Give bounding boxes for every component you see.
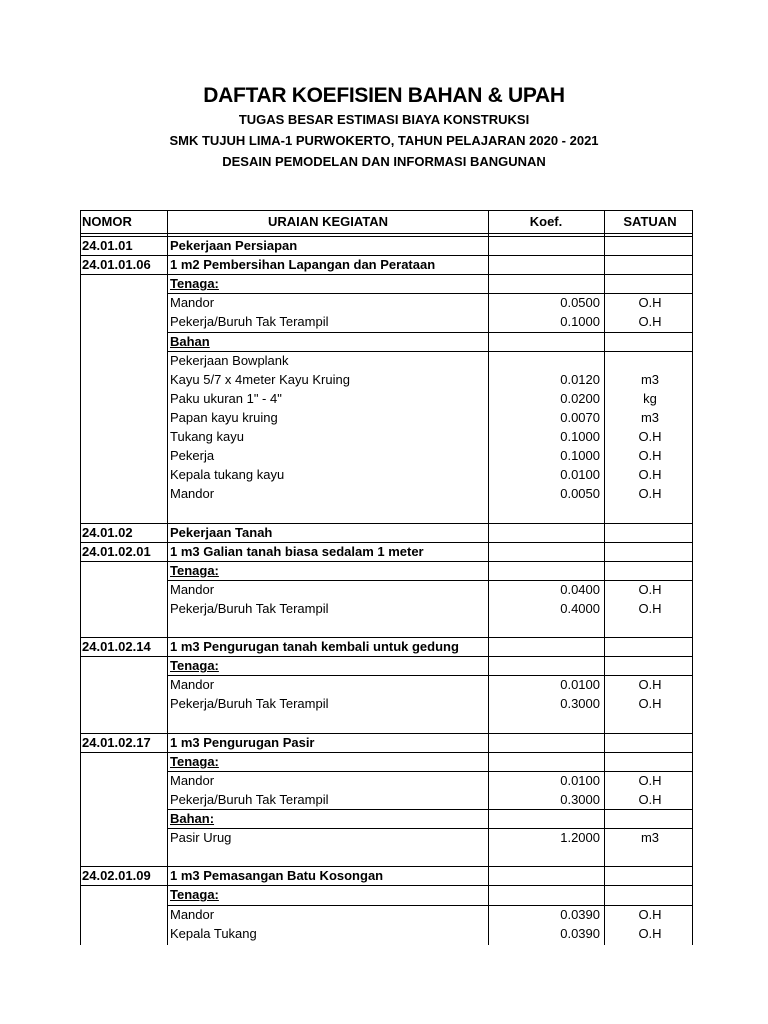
row-koef: 1.2000 <box>560 830 600 846</box>
row-uraian: Pekerjaan Persiapan <box>170 238 298 253</box>
section-heading: Bahan <box>170 333 210 349</box>
header-nomor: NOMOR <box>82 214 132 229</box>
row-uraian: 1 m3 Galian tanah biasa sedalam 1 meter <box>170 543 424 559</box>
document-title: DAFTAR KOEFISIEN BAHAN & UPAH <box>203 84 565 107</box>
section-heading: Tenaga: <box>170 753 219 769</box>
row-uraian: 1 m3 Pengurugan tanah kembali untuk gedung <box>170 639 459 655</box>
row-koef: 0.0050 <box>560 486 600 502</box>
row-satuan: m3 <box>640 409 660 425</box>
row-nomor: 24.01.01 <box>82 238 133 253</box>
row-uraian: Pekerja <box>170 448 215 464</box>
row-koef: 0.0120 <box>560 371 600 387</box>
section-heading: Tenaga: <box>170 658 219 674</box>
header-uraian: URAIAN KEGIATAN <box>267 214 389 229</box>
row-satuan: O.H <box>638 772 662 788</box>
row-nomor: 24.01.02.17 <box>82 734 151 750</box>
row-nomor: 24.02.01.09 <box>82 868 151 884</box>
row-koef: 0.3000 <box>560 696 600 712</box>
row-nomor: 24.01.02.14 <box>82 639 151 655</box>
row-koef: 0.0100 <box>560 772 600 788</box>
row-uraian: 1 m3 Pemasangan Batu Kosongan <box>170 868 384 884</box>
document-subtitle-course: TUGAS BESAR ESTIMASI BIAYA KONSTRUKSI <box>238 112 530 127</box>
row-koef: 0.0100 <box>560 467 600 483</box>
row-satuan: m3 <box>640 371 660 387</box>
grid-horizontal-line <box>167 561 693 562</box>
row-uraian: Kepala Tukang <box>170 925 257 941</box>
row-satuan: O.H <box>638 295 662 311</box>
row-satuan: O.H <box>638 581 662 597</box>
row-uraian: Pekerja/Buruh Tak Terampil <box>170 696 329 712</box>
section-heading: Bahan: <box>170 811 215 826</box>
grid-horizontal-line <box>167 885 693 886</box>
section-heading: Tenaga: <box>170 887 219 903</box>
row-uraian: Mandor <box>170 295 215 311</box>
row-uraian: Mandor <box>170 906 215 922</box>
row-koef: 0.1000 <box>560 448 600 464</box>
document-subtitle-school: SMK TUJUH LIMA-1 PURWOKERTO, TAHUN PELAJARAN 2020 - 2021 <box>169 133 599 148</box>
row-koef: 0.0500 <box>560 295 600 311</box>
row-uraian: Mandor <box>170 677 215 693</box>
header-satuan: SATUAN <box>623 214 677 229</box>
grid-horizontal-line <box>167 752 693 753</box>
row-koef: 0.0400 <box>560 581 600 597</box>
row-satuan: O.H <box>638 429 662 444</box>
row-nomor: 24.01.01.06 <box>82 257 151 273</box>
header-koef: Koef. <box>529 214 563 229</box>
row-uraian: Pekerja/Buruh Tak Terampil <box>170 791 329 807</box>
grid-horizontal-line <box>167 332 693 333</box>
row-koef: 0.0070 <box>560 409 600 425</box>
row-koef: 0.0200 <box>560 390 600 406</box>
row-uraian: Pekerjaan Bowplank <box>170 352 289 368</box>
grid-horizontal-line <box>167 809 693 810</box>
row-nomor: 24.01.02.01 <box>82 543 151 559</box>
row-satuan: kg <box>643 390 657 406</box>
row-uraian: Tukang kayu <box>170 429 244 444</box>
row-uraian: Pekerja/Buruh Tak Terampil <box>170 600 329 616</box>
grid-vertical-line <box>488 210 489 945</box>
row-uraian: Pekerja/Buruh Tak Terampil <box>170 314 329 330</box>
row-satuan: O.H <box>638 467 662 483</box>
row-satuan: O.H <box>638 448 662 464</box>
row-koef: 0.3000 <box>560 791 600 807</box>
row-satuan: O.H <box>638 906 662 922</box>
row-satuan: O.H <box>638 925 662 941</box>
row-koef: 0.0390 <box>560 906 600 922</box>
grid-vertical-line <box>80 210 81 945</box>
row-koef: 0.1000 <box>560 429 600 444</box>
row-satuan: m3 <box>640 830 660 846</box>
row-satuan: O.H <box>638 486 662 502</box>
row-koef: 0.0390 <box>560 925 600 941</box>
grid-horizontal-line <box>80 210 693 211</box>
row-uraian: 1 m3 Pengurugan Pasir <box>170 734 315 750</box>
grid-vertical-line <box>167 210 168 945</box>
grid-vertical-line <box>604 210 605 945</box>
row-uraian: Mandor <box>170 486 215 502</box>
row-uraian: Papan kayu kruing <box>170 409 278 425</box>
section-heading: Tenaga: <box>170 562 219 578</box>
row-uraian: Mandor <box>170 581 215 597</box>
section-heading: Tenaga: <box>170 276 219 292</box>
row-satuan: O.H <box>638 677 662 693</box>
grid-horizontal-line <box>167 656 693 657</box>
row-koef: 0.4000 <box>560 600 600 616</box>
row-uraian: 1 m2 Pembersihan Lapangan dan Perataan <box>170 257 436 273</box>
row-uraian: Kepala tukang kayu <box>170 467 285 483</box>
row-koef: 0.0100 <box>560 677 600 693</box>
row-uraian: Kayu 5/7 x 4meter Kayu Kruing <box>170 371 350 387</box>
grid-horizontal-line <box>167 274 693 275</box>
row-satuan: O.H <box>638 314 662 330</box>
row-uraian: Mandor <box>170 772 215 788</box>
row-satuan: O.H <box>638 696 662 712</box>
row-uraian: Paku ukuran 1" - 4" <box>170 390 282 406</box>
grid-horizontal-line <box>80 233 693 234</box>
row-satuan: O.H <box>638 791 662 807</box>
row-uraian: Pasir Urug <box>170 830 232 846</box>
row-koef: 0.1000 <box>560 314 600 330</box>
row-satuan: O.H <box>638 600 662 616</box>
row-nomor: 24.01.02 <box>82 524 133 540</box>
document-subtitle-program: DESAIN PEMODELAN DAN INFORMASI BANGUNAN <box>222 154 546 169</box>
row-uraian: Pekerjaan Tanah <box>170 524 273 540</box>
